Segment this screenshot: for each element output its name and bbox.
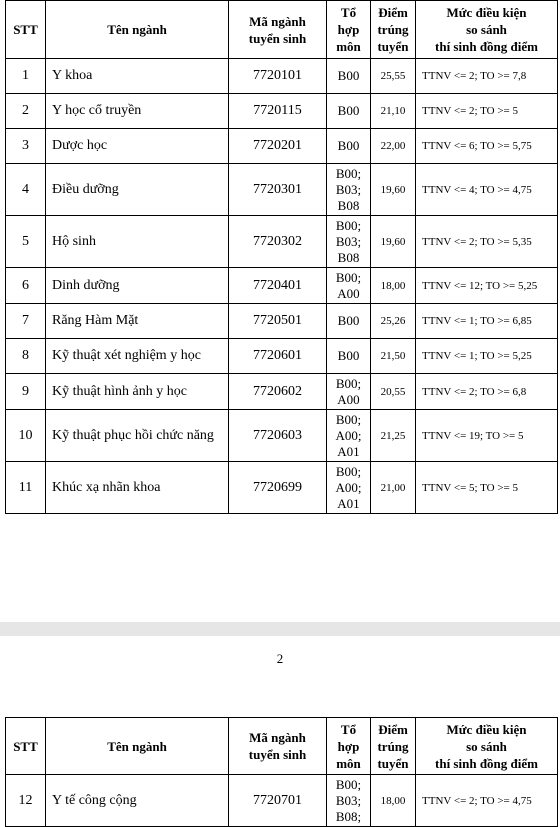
cell-code: 7720301 xyxy=(229,164,327,216)
header-score xyxy=(371,1,416,59)
cell-condition: TTNV <= 1; TO >= 5,25 xyxy=(416,339,558,374)
cell-condition: TTNV <= 19; TO >= 5 xyxy=(416,410,558,462)
header-combo-line: hợp xyxy=(337,22,360,37)
cell-stt: 9 xyxy=(6,374,46,410)
table-row xyxy=(6,410,558,462)
cell-score: 19,60 xyxy=(371,216,416,268)
combo-code: B03; xyxy=(335,233,362,249)
cell-combo xyxy=(327,268,371,304)
header-score-line: Điểm xyxy=(378,5,408,20)
cell-score: 21,10 xyxy=(371,94,416,129)
cell-code: 7720115 xyxy=(229,94,327,129)
cell-condition: TTNV <= 5; TO >= 5 xyxy=(416,462,558,514)
cell-condition: TTNV <= 2; TO >= 5 xyxy=(416,94,558,129)
combo-code: A00; xyxy=(335,427,362,443)
header-name: Tên ngành xyxy=(46,718,229,775)
cell-stt: 6 xyxy=(6,268,46,304)
combo-code: A00; xyxy=(335,479,362,495)
cell-name: Dinh dưỡng xyxy=(46,268,229,304)
header-code-line: tuyển sinh xyxy=(248,30,307,46)
table-header-row xyxy=(6,718,558,775)
header-score-line: Điểm xyxy=(378,721,408,737)
table-body xyxy=(6,775,558,827)
cell-combo xyxy=(327,339,371,374)
combo-code: A01 xyxy=(337,495,360,511)
header-cond-line: Mức điều kiện xyxy=(446,721,527,737)
cell-name: Kỹ thuật xét nghiệm y học xyxy=(46,339,229,374)
table-body xyxy=(6,59,558,514)
combo-code: B00 xyxy=(337,68,360,83)
combo-code: B00; xyxy=(335,375,362,391)
cell-condition: TTNV <= 2; TO >= 5,35 xyxy=(416,216,558,268)
cell-stt: 1 xyxy=(6,59,46,94)
cell-stt: 3 xyxy=(6,129,46,164)
header-cond-line: thí sinh đồng điểm xyxy=(435,755,538,771)
combo-code: B08; xyxy=(335,808,362,824)
table-row xyxy=(6,775,558,827)
cell-stt: 8 xyxy=(6,339,46,374)
header-score-line: trúng xyxy=(377,738,409,754)
cell-condition: TTNV <= 4; TO >= 4,75 xyxy=(416,164,558,216)
cell-name: Dược học xyxy=(46,129,229,164)
cell-name: Y tế công cộng xyxy=(46,775,229,827)
header-code xyxy=(229,1,327,59)
header-cond-line: thí sinh đồng điểm xyxy=(435,39,538,54)
header-score-line: tuyển xyxy=(377,39,409,54)
table-row xyxy=(6,129,558,164)
cell-score: 22,00 xyxy=(371,129,416,164)
table-row xyxy=(6,268,558,304)
combo-code: B00; xyxy=(335,165,362,181)
cell-stt: 5 xyxy=(6,216,46,268)
combo-code: B00; xyxy=(335,269,362,285)
cell-condition: TTNV <= 2; TO >= 6,8 xyxy=(416,374,558,410)
header-code-line: Mã ngành xyxy=(249,730,306,745)
combo-code: B00; xyxy=(335,217,362,233)
table-header-row xyxy=(6,1,558,59)
cell-combo xyxy=(327,59,371,94)
cell-code: 7720602 xyxy=(229,374,327,410)
cell-combo xyxy=(327,216,371,268)
table-row xyxy=(6,462,558,514)
combo-code: B00; xyxy=(335,463,362,479)
combo-code: B00; xyxy=(335,411,362,427)
admission-table-page-1 xyxy=(5,0,558,514)
cell-stt: 12 xyxy=(6,775,46,827)
cell-score: 21,50 xyxy=(371,339,416,374)
cell-code: 7720603 xyxy=(229,410,327,462)
header-code-line: Mã ngành xyxy=(249,13,306,29)
header-code-line: tuyển sinh xyxy=(248,747,307,762)
cell-condition: TTNV <= 2; TO >= 7,8 xyxy=(416,59,558,94)
header-combo-line: môn xyxy=(336,755,361,771)
table-row xyxy=(6,339,558,374)
cell-code: 7720201 xyxy=(229,129,327,164)
cell-stt: 4 xyxy=(6,164,46,216)
header-score-line: trúng xyxy=(377,22,409,37)
admission-table-page-2 xyxy=(5,717,558,827)
cell-code: 7720701 xyxy=(229,775,327,827)
header-cond xyxy=(416,1,558,59)
cell-condition: TTNV <= 2; TO >= 4,75 xyxy=(416,775,558,827)
cell-score: 21,00 xyxy=(371,462,416,514)
cell-score: 25,55 xyxy=(371,59,416,94)
page-number: 2 xyxy=(276,651,284,666)
table-row xyxy=(6,216,558,268)
table-row xyxy=(6,374,558,410)
header-name: Tên ngành xyxy=(46,1,229,59)
cell-code: 7720401 xyxy=(229,268,327,304)
cell-score: 18,00 xyxy=(371,775,416,827)
table-row xyxy=(6,94,558,129)
cell-combo xyxy=(327,410,371,462)
combo-code: B08 xyxy=(337,249,360,265)
header-combo xyxy=(327,1,371,59)
combo-code: B00 xyxy=(337,138,360,153)
header-combo xyxy=(327,718,371,775)
cell-combo xyxy=(327,462,371,514)
cell-stt: 10 xyxy=(6,410,46,462)
cell-name: Điều dưỡng xyxy=(46,164,229,216)
header-code xyxy=(229,718,327,775)
combo-code: B00 xyxy=(337,103,360,118)
cell-code: 7720501 xyxy=(229,304,327,339)
header-cond xyxy=(416,718,558,775)
combo-code: B03; xyxy=(335,181,362,197)
cell-name: Kỹ thuật hình ảnh y học xyxy=(46,374,229,410)
header-cond-line: Mức điều kiện xyxy=(446,5,527,20)
header-combo-line: Tổ xyxy=(340,721,357,737)
header-stt: STT xyxy=(6,1,46,59)
cell-combo xyxy=(327,94,371,129)
cell-score: 18,00 xyxy=(371,268,416,304)
combo-code: B00; xyxy=(335,776,362,792)
cell-condition: TTNV <= 1; TO >= 6,85 xyxy=(416,304,558,339)
cell-combo xyxy=(327,374,371,410)
cell-score: 19,60 xyxy=(371,164,416,216)
cell-combo xyxy=(327,164,371,216)
cell-name: Răng Hàm Mặt xyxy=(46,304,229,339)
combo-code: A00 xyxy=(337,391,360,407)
cell-combo xyxy=(327,775,371,827)
header-cond-line: so sánh xyxy=(466,738,507,754)
cell-name: Y khoa xyxy=(46,59,229,94)
table-row xyxy=(6,164,558,216)
cell-stt: 11 xyxy=(6,462,46,514)
cell-score: 25,26 xyxy=(371,304,416,339)
cell-condition: TTNV <= 6; TO >= 5,75 xyxy=(416,129,558,164)
cell-name: Khúc xạ nhãn khoa xyxy=(46,462,229,514)
combo-code: B00 xyxy=(337,313,360,328)
cell-code: 7720302 xyxy=(229,216,327,268)
page-separator xyxy=(0,622,560,636)
cell-name: Kỹ thuật phục hồi chức năng xyxy=(46,410,229,462)
cell-condition: TTNV <= 12; TO >= 5,25 xyxy=(416,268,558,304)
header-stt: STT xyxy=(6,718,46,775)
cell-score: 21,25 xyxy=(371,410,416,462)
combo-code: A00 xyxy=(337,285,360,301)
cell-combo xyxy=(327,129,371,164)
cell-score: 20,55 xyxy=(371,374,416,410)
combo-code: B03; xyxy=(335,792,362,808)
cell-stt: 7 xyxy=(6,304,46,339)
cell-combo xyxy=(327,304,371,339)
cell-stt: 2 xyxy=(6,94,46,129)
header-combo-line: hợp xyxy=(337,738,360,754)
combo-code: B08 xyxy=(337,197,360,213)
combo-code: A01 xyxy=(337,443,360,459)
cell-code: 7720601 xyxy=(229,339,327,374)
header-combo-line: môn xyxy=(336,39,361,54)
cell-name: Y học cổ truyền xyxy=(46,94,229,129)
header-cond-line: so sánh xyxy=(466,22,507,37)
table-row xyxy=(6,59,558,94)
table-row xyxy=(6,304,558,339)
cell-code: 7720101 xyxy=(229,59,327,94)
header-score-line: tuyển xyxy=(377,755,409,771)
header-score xyxy=(371,718,416,775)
combo-code: B00 xyxy=(337,348,360,363)
cell-code: 7720699 xyxy=(229,462,327,514)
header-combo-line: Tổ xyxy=(340,5,357,20)
cell-name: Hộ sinh xyxy=(46,216,229,268)
